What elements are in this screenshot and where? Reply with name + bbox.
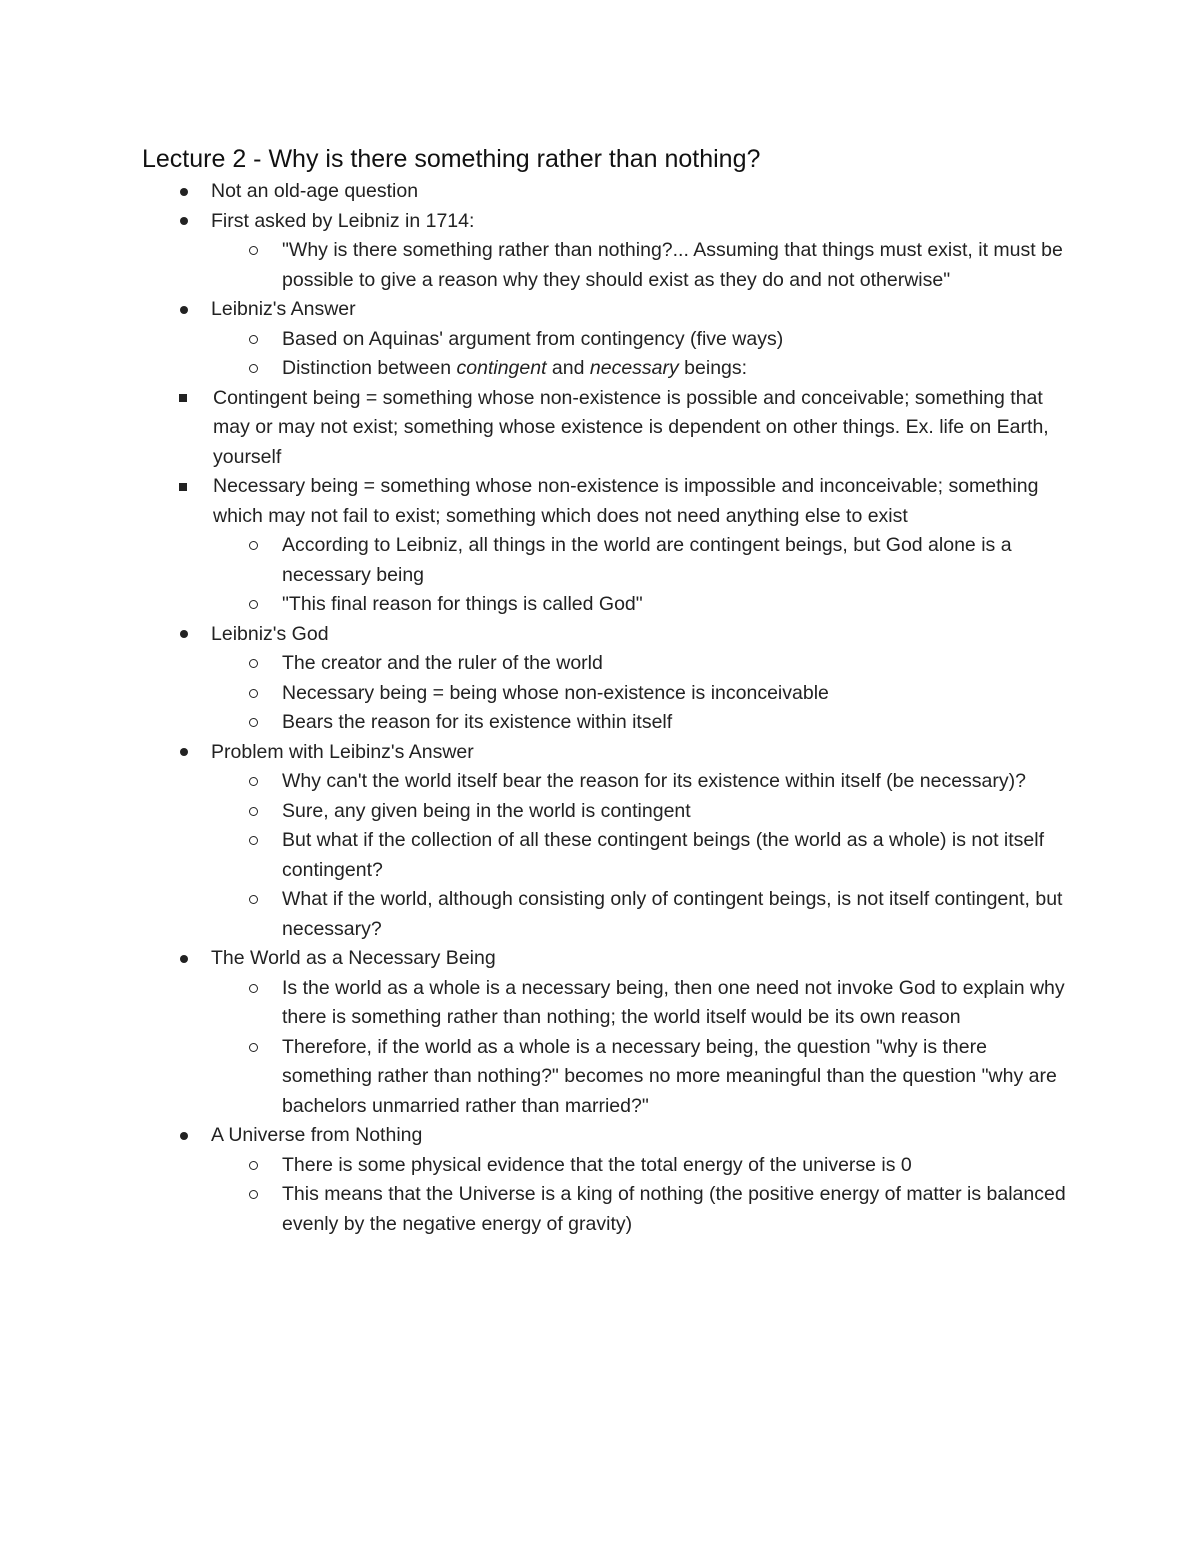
list-item (142, 207, 1072, 237)
sublist (142, 974, 1072, 1122)
circle-bullet-icon (249, 325, 258, 355)
sublist-item-text: Is the world as a whole is a necessary being, then one need not invoke God to explain why there is something rather than nothing; the world itself would be its own reason (282, 976, 1065, 1028)
sublist-item-text (282, 357, 747, 379)
sublist-item-text: Therefore, if the world as a whole is a necessary being, the question "why is there something rather than nothing?" becomes no more meaningful than the question "why are bachelors unmarried rather than married?" (282, 1035, 1057, 1117)
list-item (142, 620, 1072, 650)
bullet-icon (180, 207, 188, 237)
sublist-item (142, 826, 1072, 885)
sublist-item-text: The creator and the ruler of the world (282, 652, 603, 674)
circle-bullet-icon (249, 797, 258, 827)
bullet-icon (180, 1121, 188, 1151)
list-item (142, 295, 1072, 325)
sublist (142, 325, 1072, 620)
nested-item (142, 384, 1072, 473)
nested-item-text: Contingent being = something whose non-existence is possible and conceivable; something that may or may not exist; something whose existence is dependent on other things. Ex. life on Earth, yourself (213, 386, 1049, 468)
sublist-item (142, 1151, 1072, 1181)
circle-bullet-icon (249, 236, 258, 266)
sublist-item-text: Why can't the world itself bear the reason for its existence within itself (be necessary)? (282, 770, 1026, 792)
sublist-item-text: According to Leibniz, all things in the world are contingent beings, but God alone is a necessary being (282, 534, 1012, 586)
sublist-item-text: Necessary being = being whose non-existence is inconceivable (282, 681, 829, 704)
list-item-text: A Universe from Nothing (211, 1124, 423, 1146)
sublist (142, 1151, 1072, 1240)
sublist-container (142, 236, 1072, 295)
circle-bullet-icon (249, 649, 258, 679)
italic-term-necessary: necessary (589, 357, 679, 379)
sublist-item (142, 1033, 1072, 1122)
sublist (142, 649, 1072, 738)
nested-item-text: Necessary being = something whose non-existence is impossible and inconceivable; something which may not fail to exist; something which does not need anything else to exist (213, 475, 1039, 527)
list-item-text: Leibniz's God (211, 622, 329, 645)
sublist-item (142, 325, 1072, 355)
sublist-container (142, 325, 1072, 620)
italic-term-contingent: contingent (456, 357, 547, 379)
sublist-item (142, 885, 1072, 944)
circle-bullet-icon (249, 885, 258, 915)
circle-bullet-icon (249, 974, 258, 1004)
list-item-text: Problem with Leibinz's Answer (211, 740, 474, 763)
sublist-item (142, 767, 1072, 797)
bullet-icon (180, 620, 188, 650)
square-bullet-icon (179, 384, 187, 414)
sublist-item (142, 531, 1072, 590)
sublist-item (142, 708, 1072, 738)
sublist-item-text: "Why is there something rather than nothing?... Assuming that things must exist, it must be possible to give a reason why they should exist as they do and not otherwise" (282, 239, 1063, 291)
sublist-item (142, 797, 1072, 827)
sublist-container (142, 767, 1072, 944)
circle-bullet-icon (249, 1033, 258, 1063)
sublist-item-text: What if the world, although consisting only of contingent beings, is not itself contingent, but necessary? (282, 888, 1063, 940)
circle-bullet-icon (249, 531, 258, 561)
sublist-item (142, 236, 1072, 295)
circle-bullet-icon (249, 767, 258, 797)
list-item-text: First asked by Leibniz in 1714: (211, 209, 475, 232)
sublist-container (142, 974, 1072, 1122)
sublist-container (142, 384, 1072, 532)
outline-list (142, 177, 1072, 1239)
list-item-text: The World as a Necessary Being (211, 947, 496, 969)
circle-bullet-icon (249, 679, 258, 709)
list-item (142, 738, 1072, 768)
sublist (142, 767, 1072, 944)
text-run: and (546, 357, 590, 379)
sublist-item-text: But what if the collection of all these contingent beings (the world as a whole) is not itself contingent? (282, 829, 1045, 881)
text-run: beings: (678, 357, 748, 379)
circle-bullet-icon (249, 1151, 258, 1181)
bullet-icon (180, 738, 188, 768)
sublist-item (142, 354, 1072, 384)
bullet-icon (180, 944, 188, 974)
page-title: Lecture 2 - Why is there something rather than nothing? (142, 145, 761, 173)
sublist-item (142, 649, 1072, 679)
sublist (142, 236, 1072, 295)
list-item (142, 944, 1072, 974)
sublist-item (142, 679, 1072, 709)
circle-bullet-icon (249, 1180, 258, 1210)
circle-bullet-icon (249, 354, 258, 384)
list-item-text: Not an old-age question (211, 180, 419, 202)
sublist-item (142, 590, 1072, 620)
sublist-item-text: Bears the reason for its existence within itself (282, 711, 673, 733)
sublist-item-text: "This final reason for things is called God" (282, 593, 643, 615)
circle-bullet-icon (249, 708, 258, 738)
sublist-item-text: Based on Aquinas' argument from contingency (five ways) (282, 327, 784, 350)
sublist-item-text: This means that the Universe is a king of nothing (the positive energy of matter is balanced evenly by the negative energy of gravity) (282, 1183, 1066, 1235)
nested-sublist (142, 384, 1072, 532)
list-item (142, 177, 1072, 207)
sublist-container (142, 1151, 1072, 1240)
sublist-container (142, 649, 1072, 738)
sublist-item (142, 1180, 1072, 1239)
sublist-item-text: Sure, any given being in the world is contingent (282, 799, 691, 822)
text-run: Distinction between (282, 357, 457, 379)
bullet-icon (180, 295, 188, 325)
circle-bullet-icon (249, 590, 258, 620)
list-item (142, 1121, 1072, 1151)
sublist-item-text: There is some physical evidence that the total energy of the universe is 0 (282, 1153, 912, 1176)
nested-item (142, 472, 1072, 531)
document-page (142, 141, 1072, 1239)
square-bullet-icon (179, 472, 187, 502)
sublist-item (142, 974, 1072, 1033)
circle-bullet-icon (249, 826, 258, 856)
bullet-icon (180, 177, 188, 207)
list-item-text: Leibniz's Answer (211, 298, 356, 320)
